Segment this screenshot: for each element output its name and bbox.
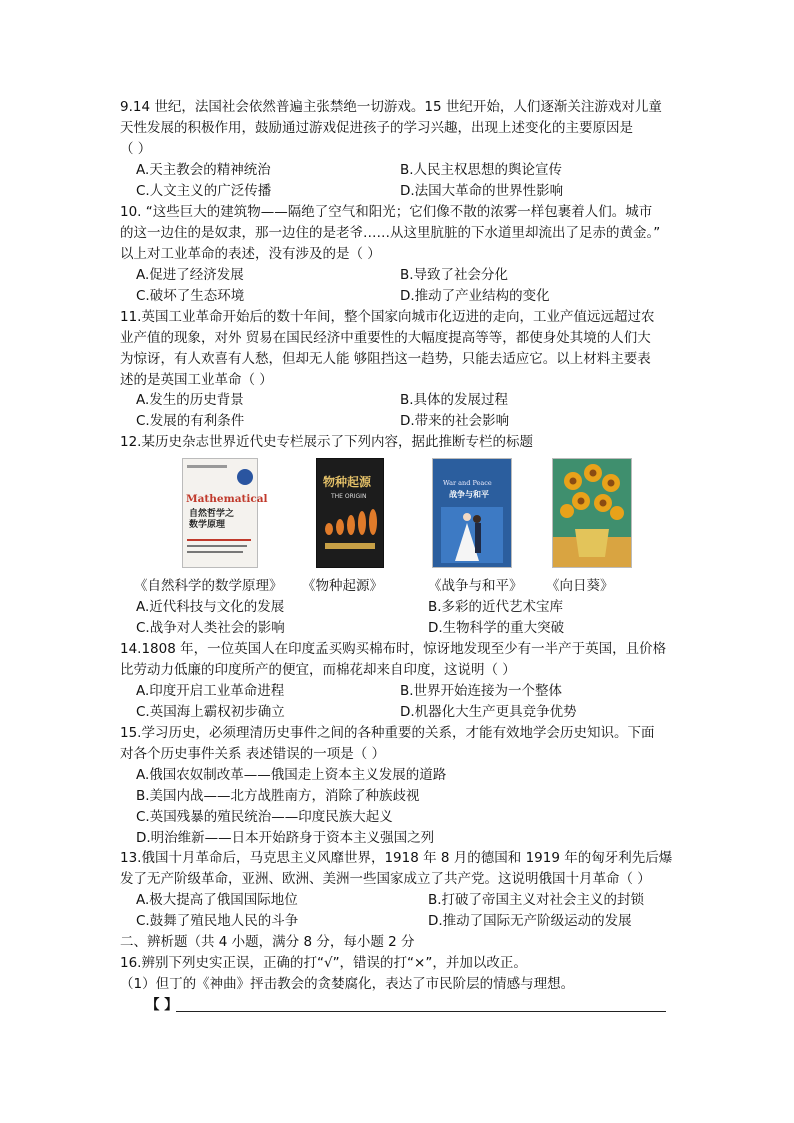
- book2-title: 物种起源: [323, 475, 372, 489]
- q13-stem-line-2: 发了无产阶级革命，亚洲、欧洲、美洲一些国家成立了共产党。这说明俄国十月革命（ ）: [120, 871, 651, 887]
- q13-option-a: A.极大提高了俄国国际地位: [136, 892, 298, 908]
- painting-sunflowers: [552, 458, 632, 568]
- q12-option-b: B.多彩的近代艺术宝库: [428, 599, 564, 615]
- q11-option-b: B.具体的发展过程: [400, 392, 509, 408]
- q14-option-d: D.机器化大生产更具竞争优势: [400, 704, 577, 720]
- caption-painting: 《向日葵》: [546, 578, 614, 594]
- q12-option-a: A.近代科技与文化的发展: [136, 599, 285, 615]
- answer-blank-line[interactable]: [176, 1011, 666, 1012]
- q11-stem-line-4: 述的是英国工业革命（ ）: [120, 372, 273, 388]
- q9-stem-line-1: 9.14 世纪，法国社会依然普遍主张禁绝一切游戏。15 世纪开始，人们逐渐关注游戏对儿童: [120, 99, 662, 115]
- q9-option-d: D.法国大革命的世界性影响: [400, 183, 564, 199]
- book1-title-cn: 自然哲学之 数学原理: [189, 509, 235, 530]
- book1-title-en: Mathematical: [186, 493, 268, 505]
- q9-option-b: B.人民主权思想的舆论宣传: [400, 162, 563, 178]
- q14-stem-line-1: 14.1808 年，一位英国人在印度孟买购买棉布时，惊讶地发现至少有一半产于英国，且价格: [120, 641, 667, 657]
- q9-stem-line-2: 天性发展的积极作用，鼓励通过游戏促进孩子的学习兴趣，出现上述变化的主要原因是: [120, 120, 633, 136]
- q16-stem: 16.辨别下列史实正误，正确的打“√”，错误的打“×”，并加以改正。: [120, 955, 527, 971]
- q14-option-c: C.英国海上霸权初步确立: [136, 704, 285, 720]
- q11-option-d: D.带来的社会影响: [400, 413, 510, 429]
- q10-option-b: B.导致了社会分化: [400, 267, 509, 283]
- q15-option-b: B.美国内战——北方战胜南方，消除了种族歧视: [136, 788, 420, 804]
- section-2-title: 二、辨析题（共 4 小题，满分 8 分，每小题 2 分: [120, 934, 415, 950]
- q15-stem-line-1: 15.学习历史，必须理清历史事件之间的各种重要的关系，才能有效地学会历史知识。下面: [120, 725, 655, 741]
- q9-option-c: C.人文主义的广泛传播: [136, 183, 272, 199]
- q16-1-statement: （1）但丁的《神曲》抨击教会的贪婪腐化，表达了市民阶层的情感与理想。: [120, 976, 575, 992]
- q15-option-a: A.俄国农奴制改革——俄国走上资本主义发展的道路: [136, 767, 447, 783]
- book-cover-mathematical-principles: [182, 458, 268, 568]
- q11-stem-line-1: 11.英国工业革命开始后的数十年间，整个国家向城市化迈进的走向，工业产值远远超过农: [120, 309, 655, 325]
- q10-option-a: A.促进了经济发展: [136, 267, 244, 283]
- q11-stem-line-2: 业产值的现象，对外 贸易在国民经济中重要性的大幅度提高等等，都使身处其境的人们大: [120, 330, 651, 346]
- q13-option-d: D.推动了国际无产阶级运动的发展: [428, 913, 632, 929]
- q12-option-d: D.生物科学的重大突破: [428, 620, 565, 636]
- q9-stem-line-3: （ ）: [120, 141, 152, 157]
- q10-stem-line-1: 10. “这些巨大的建筑物——隔绝了空气和阳光；它们像不散的浓雾一样包裹着人们。城市: [120, 204, 653, 220]
- caption-book-3: 《战争与和平》: [428, 578, 523, 594]
- q12-option-c: C.战争对人类社会的影响: [136, 620, 285, 636]
- q14-option-a: A.印度开启工业革命进程: [136, 683, 285, 699]
- book3-subtitle: War and Peace: [443, 479, 492, 487]
- q10-stem-line-3: 以上对工业革命的表述，没有涉及的是（ ）: [120, 246, 381, 262]
- q13-stem-line-1: 13.俄国十月革命后，马克思主义风靡世界，1918 年 8 月的德国和 1919 年的匈牙利先后爆: [120, 850, 673, 866]
- sunflowers-image: [553, 459, 631, 567]
- q13-option-b: B.打破了帝国主义对社会主义的封锁: [428, 892, 645, 908]
- caption-book-2: 《物种起源》: [302, 578, 383, 594]
- dancing-couple-icon: [441, 507, 503, 563]
- q11-option-a: A.发生的历史背景: [136, 392, 244, 408]
- evolution-silhouette-icon: [323, 507, 379, 537]
- book3-title: 战争与和平: [449, 490, 489, 499]
- q15-option-c: C.英国残暴的殖民统治——印度民族大起义: [136, 809, 393, 825]
- book-cover-war-and-peace: [432, 458, 512, 568]
- q11-option-c: C.发展的有利条件: [136, 413, 245, 429]
- q11-stem-line-3: 为惊讶，有人欢喜有人愁，但却无人能 够阻挡这一趋势，只能去适应它。以上材料主要表: [120, 351, 651, 367]
- q10-stem-line-2: 的这一边住的是奴隶，那一边住的是老爷……从这里肮脏的下水道里却流出了足赤的黄金。”: [120, 225, 661, 241]
- answer-bracket: 【 】: [146, 997, 178, 1013]
- q9-option-a: A.天主教会的精神统治: [136, 162, 271, 178]
- caption-book-1: 《自然科学的数学原理》: [134, 578, 283, 594]
- q14-option-b: B.世界开始连接为一个整体: [400, 683, 563, 699]
- q12-stem-line-1: 12.某历史杂志世界近代史专栏展示了下列内容，据此推断专栏的标题: [120, 434, 533, 450]
- book2-subtitle: THE ORIGIN: [331, 493, 367, 500]
- q14-stem-line-2: 比劳动力低廉的印度所产的便宜，而棉花却来自印度，这说明（ ）: [120, 662, 516, 678]
- q15-option-d: D.明治维新——日本开始跻身于资本主义强国之列: [136, 830, 435, 846]
- q10-option-c: C.破坏了生态环境: [136, 288, 245, 304]
- q15-stem-line-2: 对各个历史事件关系 表述错误的一项是（ ）: [120, 746, 386, 762]
- q13-option-c: C.鼓舞了殖民地人民的斗争: [136, 913, 299, 929]
- book-images-row: [180, 458, 640, 568]
- book-cover-origin-of-species: [316, 458, 384, 568]
- q10-option-d: D.推动了产业结构的变化: [400, 288, 550, 304]
